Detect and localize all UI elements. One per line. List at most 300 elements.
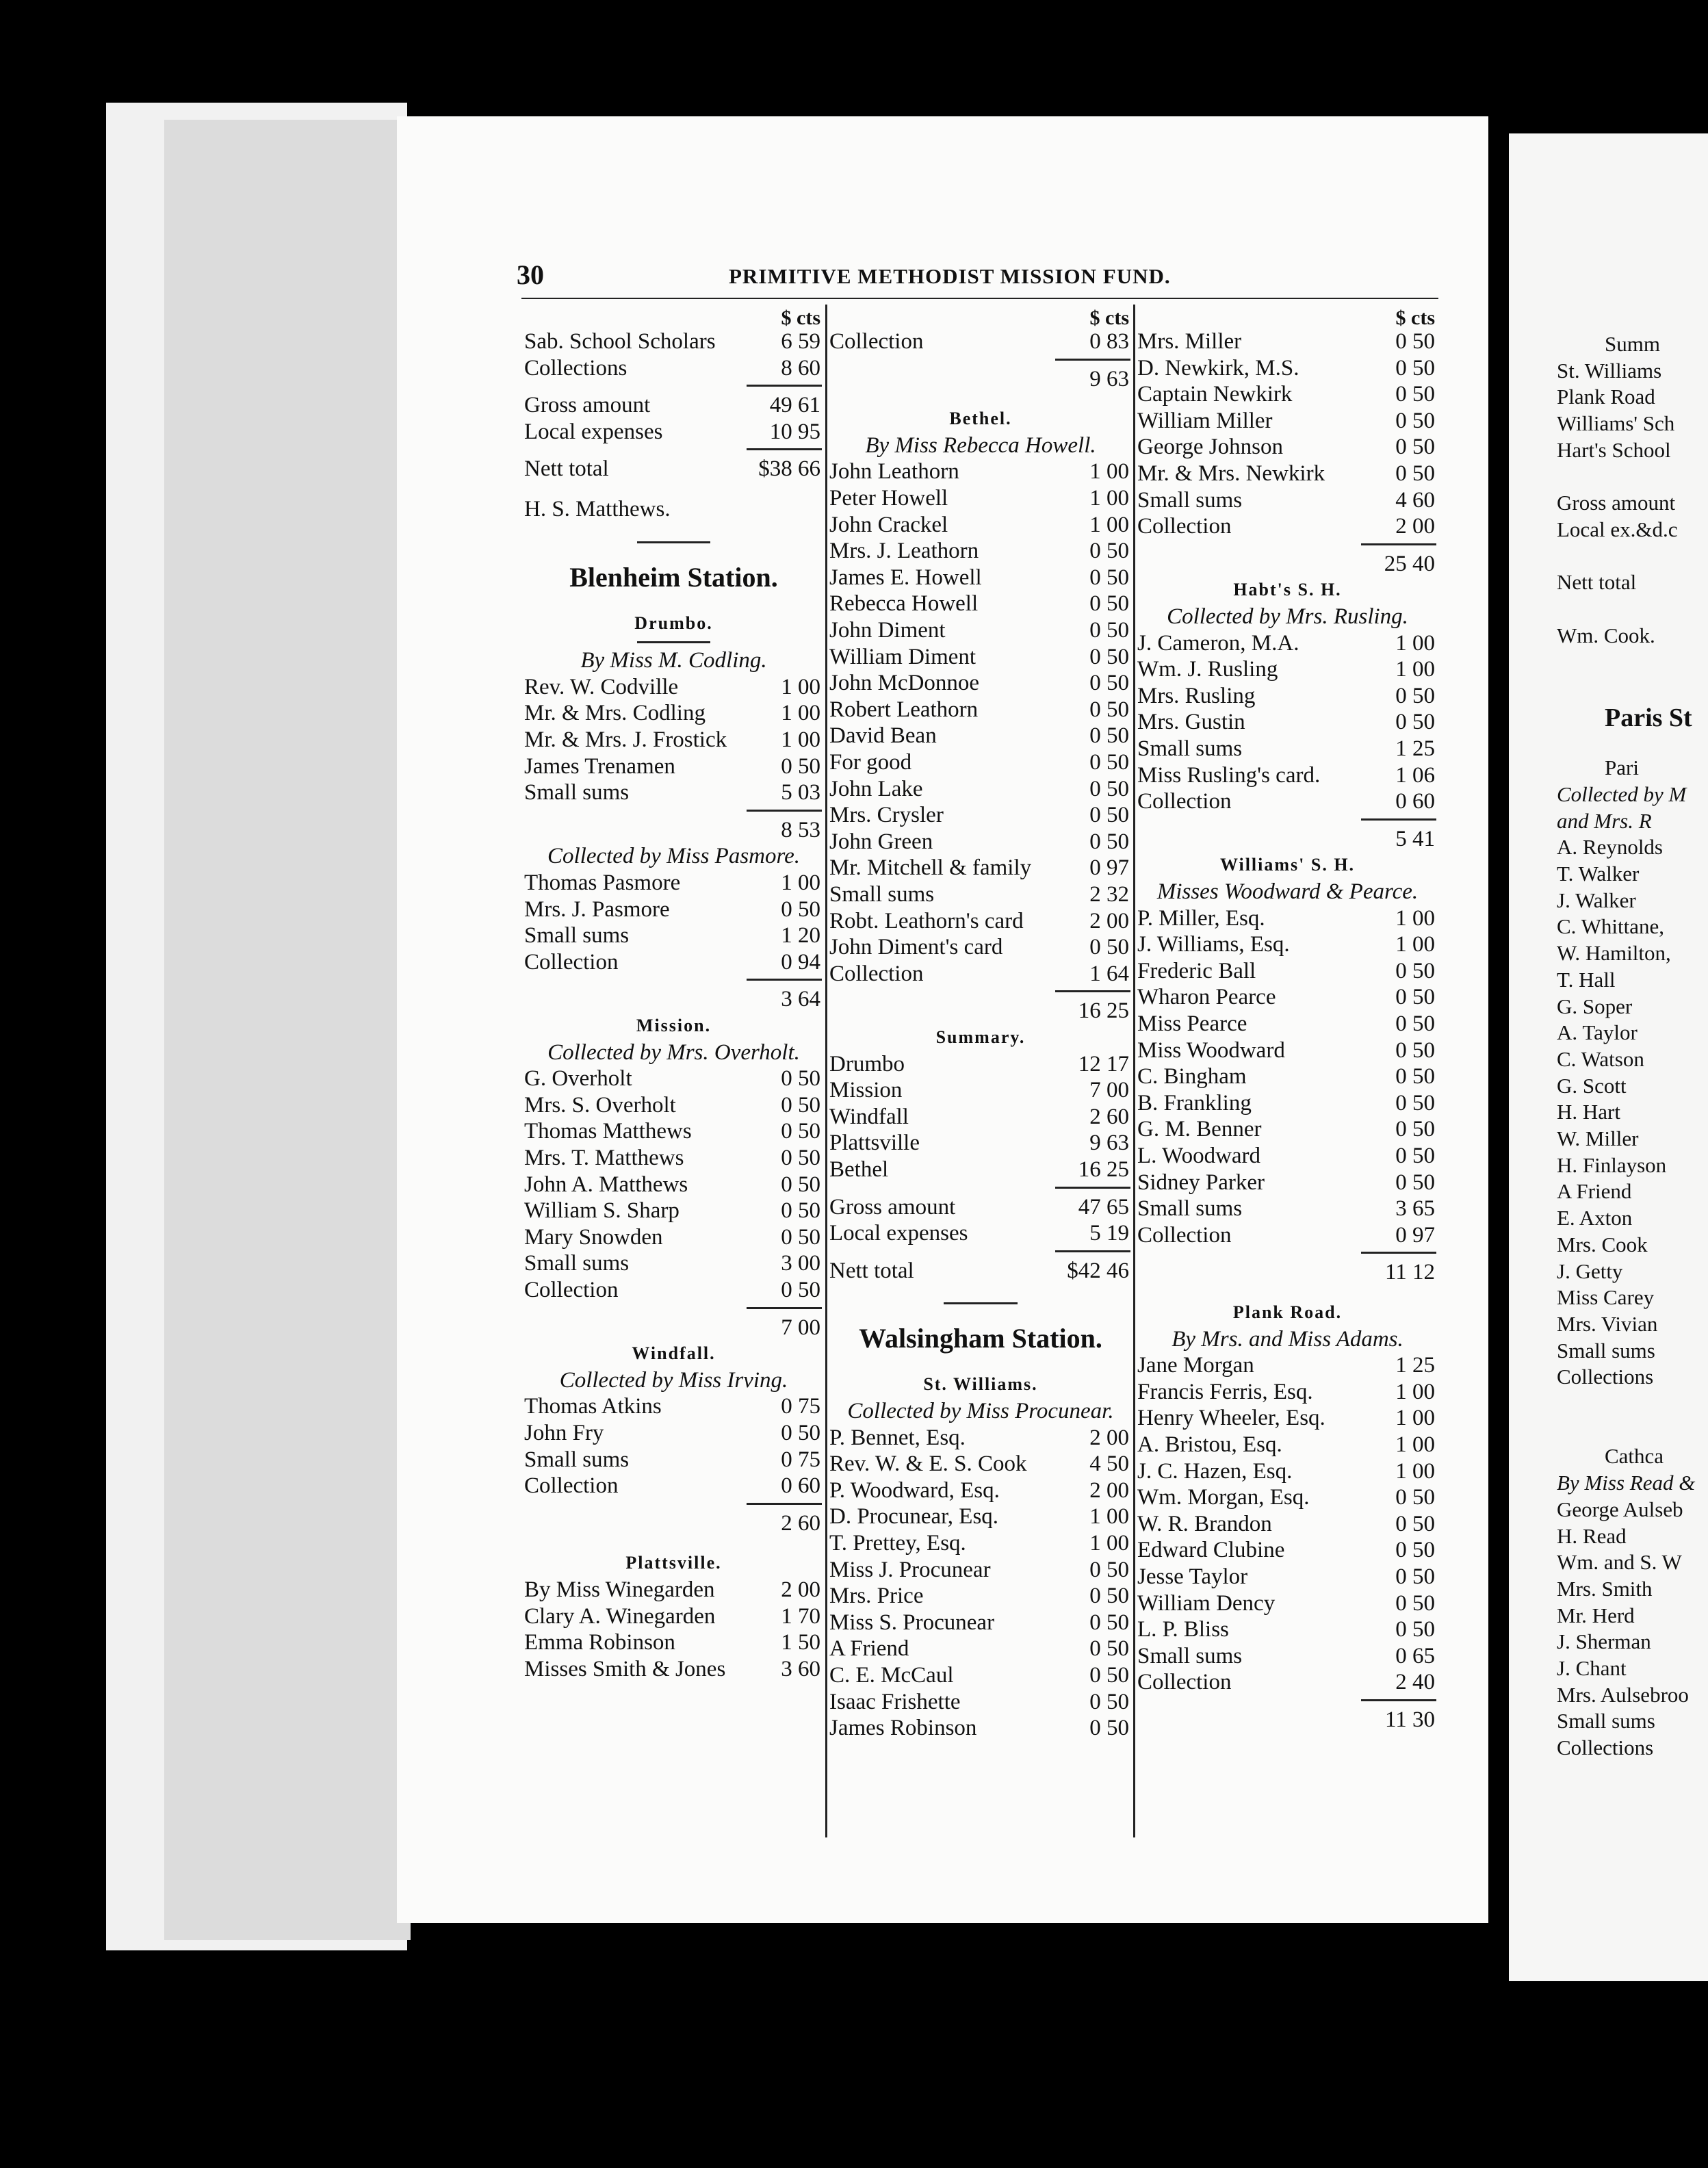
facing-page-text: By Miss Read & xyxy=(1557,1471,1696,1495)
entry-amount: 0 50 xyxy=(1395,461,1435,486)
entry-name: Gross amount xyxy=(829,1194,956,1220)
section-heading xyxy=(521,610,826,637)
entry-amount: 0 50 xyxy=(1395,958,1435,983)
total-rule xyxy=(747,810,822,812)
entry-row xyxy=(1135,1510,1440,1538)
facing-page-text: J. Getty xyxy=(1557,1259,1623,1283)
entry-amount: 0 97 xyxy=(1089,855,1129,881)
entry-row xyxy=(827,749,1135,776)
entry-row xyxy=(1135,1431,1440,1458)
entry-name: Small sums xyxy=(1137,1196,1243,1222)
entry-name: Collection xyxy=(829,961,924,986)
entry-amount: 1 00 xyxy=(1395,932,1435,957)
facing-page-text: Local ex.&d.c xyxy=(1557,517,1678,541)
entry-row xyxy=(827,1450,1135,1477)
entry-amount: 0 50 xyxy=(1089,803,1129,828)
entry-amount: 2 60 xyxy=(1089,1104,1129,1129)
facing-page-text: A. Taylor xyxy=(1557,1020,1638,1045)
total-rule xyxy=(1361,543,1436,545)
total-rule xyxy=(1055,1187,1130,1189)
section-title: Plattsville. xyxy=(625,1553,722,1573)
entry-name: J. C. Hazen, Esq. xyxy=(1137,1458,1293,1484)
entry-name: Bethel xyxy=(829,1157,889,1182)
entry-row xyxy=(1135,762,1440,789)
entry-amount: 3 60 xyxy=(781,1656,820,1681)
entry-name: John Green xyxy=(829,829,933,854)
entry-amount: 1 00 xyxy=(1089,1531,1129,1556)
entry-row xyxy=(1135,380,1440,408)
collector-name: Collected by Mrs. Overholt. xyxy=(547,1040,800,1065)
entry-amount: 49 61 xyxy=(769,393,820,418)
total-rule xyxy=(747,1307,822,1309)
entry-amount: 1 00 xyxy=(781,870,820,895)
entry-amount: 0 50 xyxy=(1395,329,1435,354)
entry-row xyxy=(1135,433,1440,461)
facing-page-text: Pari xyxy=(1605,756,1639,780)
entry-amount: 0 50 xyxy=(1395,435,1435,460)
entry-amount: 0 50 xyxy=(781,1421,820,1445)
entry-amount: 0 50 xyxy=(1089,1663,1129,1688)
collector-name: Collected by Miss Procunear. xyxy=(847,1399,1114,1423)
entry-name: William S. Sharp xyxy=(524,1198,680,1224)
entry-row xyxy=(1135,1458,1440,1485)
entry-amount: 0 50 xyxy=(1089,671,1129,696)
entry-row xyxy=(827,669,1135,697)
entry-row xyxy=(827,775,1135,803)
entry-name: Misses Smith & Jones xyxy=(524,1656,726,1681)
entry-amount: 1 00 xyxy=(1395,630,1435,656)
facing-page-text: Cathca xyxy=(1605,1444,1664,1469)
entry-row xyxy=(827,722,1135,749)
entry-row xyxy=(827,1050,1135,1078)
entry-name: H. S. Matthews. xyxy=(524,497,671,521)
entry-name: Miss Woodward xyxy=(1137,1037,1285,1063)
subtotal-row xyxy=(521,1510,826,1537)
facing-page-text: St. Williams xyxy=(1557,358,1662,383)
entry-name: Nett total xyxy=(829,1258,914,1283)
entry-name: Robert Leathorn xyxy=(829,697,979,722)
section-title: Plank Road. xyxy=(1232,1302,1343,1322)
entry-name: Small sums xyxy=(524,923,630,948)
entry-name: David Bean xyxy=(829,723,937,749)
entry-name: P. Bennet, Esq. xyxy=(829,1425,966,1450)
entry-amount: 0 50 xyxy=(781,1119,820,1144)
entry-amount: 0 50 xyxy=(781,896,820,922)
entry-amount: 0 50 xyxy=(1395,355,1435,380)
section-title: Summary. xyxy=(935,1027,1026,1047)
collector-name: By Miss M. Codling. xyxy=(580,648,767,673)
entry-name: Mrs. Price xyxy=(829,1584,924,1609)
entry-amount: 0 50 xyxy=(1395,382,1435,407)
entry-amount: 0 75 xyxy=(781,1447,820,1472)
entry-amount: 1 00 xyxy=(1395,1432,1435,1457)
entry-amount: 8 53 xyxy=(781,817,820,842)
entry-name: W. R. Brandon xyxy=(1137,1511,1272,1536)
entry-amount: 1 25 xyxy=(1395,1353,1435,1378)
entry-row xyxy=(1135,1404,1440,1432)
section-heading xyxy=(521,1012,826,1040)
entry-name: Local expenses xyxy=(524,419,663,444)
entry-name: Windfall xyxy=(829,1104,909,1129)
entry-amount: 16 25 xyxy=(1078,998,1129,1024)
entry-amount: 2 00 xyxy=(1395,514,1435,539)
facing-page-text: W. Hamilton, xyxy=(1557,941,1671,966)
entry-row xyxy=(1135,957,1440,985)
entry-name: Collection xyxy=(524,1278,619,1302)
entry-row xyxy=(1135,1536,1440,1564)
entry-row xyxy=(521,948,826,976)
entry-row xyxy=(521,1197,826,1224)
entry-amount: 0 75 xyxy=(781,1394,820,1419)
entry-row xyxy=(521,1250,826,1277)
entry-name: James Trenamen xyxy=(524,753,675,779)
facing-page-text: and Mrs. R xyxy=(1557,808,1652,833)
entry-row xyxy=(521,1092,826,1119)
entry-name: T. Prettey, Esq. xyxy=(829,1531,966,1556)
entry-name: Miss S. Procunear xyxy=(829,1610,995,1635)
entry-amount: 0 50 xyxy=(1395,1170,1435,1195)
facing-page-text: E. Axton xyxy=(1557,1206,1633,1230)
section-divider xyxy=(637,541,710,543)
facing-page-text: T. Walker xyxy=(1557,862,1640,886)
entry-amount: 0 50 xyxy=(1395,683,1435,708)
entry-amount: 0 50 xyxy=(1395,1090,1435,1115)
entry-amount: 0 50 xyxy=(781,1224,820,1250)
entry-name: Small sums xyxy=(1137,1643,1243,1668)
section-title: Bethel. xyxy=(949,409,1012,429)
entry-amount: $42 46 xyxy=(1067,1258,1129,1283)
entry-amount: 11 30 xyxy=(1384,1707,1435,1732)
entry-name: Rebecca Howell xyxy=(829,591,979,617)
section-heading xyxy=(827,1371,1135,1398)
section-heading xyxy=(1135,851,1440,879)
entry-row xyxy=(521,455,826,482)
entry-row xyxy=(827,590,1135,617)
collector-line xyxy=(1135,1326,1440,1353)
entry-name: Collection xyxy=(1137,1670,1232,1695)
entry-name: James Robinson xyxy=(829,1716,977,1741)
entry-name: Small sums xyxy=(1137,736,1243,761)
entry-amount: 0 50 xyxy=(1395,1037,1435,1063)
collector-name: Misses Woodward & Pearce. xyxy=(1156,879,1419,904)
entry-amount: 1 00 xyxy=(781,674,820,699)
entry-amount: 5 41 xyxy=(1395,826,1435,851)
entry-amount: 0 50 xyxy=(1089,776,1129,801)
entry-amount: 5 19 xyxy=(1089,1221,1129,1246)
collector-line xyxy=(1135,878,1440,905)
entry-row xyxy=(827,1129,1135,1157)
entry-amount: 5 03 xyxy=(781,780,820,805)
section-heading xyxy=(827,1024,1135,1051)
entry-name: Miss Pearce xyxy=(1137,1011,1247,1036)
entry-name: Henry Wheeler, Esq. xyxy=(1137,1406,1325,1431)
entry-amount: 1 70 xyxy=(781,1603,820,1629)
entry-row xyxy=(1135,1352,1440,1379)
entry-name: Wm. Morgan, Esq. xyxy=(1137,1485,1310,1510)
entry-row xyxy=(1135,1037,1440,1064)
entry-name: Collection xyxy=(1137,1222,1232,1248)
entry-row xyxy=(827,907,1135,935)
header-rule xyxy=(521,298,1438,299)
facing-page-text: Mrs. Cook xyxy=(1557,1232,1648,1256)
facing-page-text: C. Watson xyxy=(1557,1046,1644,1071)
entry-row xyxy=(521,1065,826,1092)
total-rule xyxy=(1055,359,1130,361)
entry-name: Local expenses xyxy=(829,1221,968,1246)
entry-amount: 0 50 xyxy=(1089,618,1129,643)
entry-row xyxy=(827,1257,1135,1285)
entry-row xyxy=(521,418,826,446)
entry-name: Wm. J. Rusling xyxy=(1137,657,1278,682)
entry-row xyxy=(827,960,1135,988)
total-rule xyxy=(747,385,822,387)
entry-name: John Leathorn xyxy=(829,459,959,485)
entry-row xyxy=(827,1582,1135,1610)
facing-page-text: Wm. Cook. xyxy=(1557,623,1655,647)
entry-amount: 0 50 xyxy=(781,1146,820,1170)
entry-amount: 16 25 xyxy=(1078,1157,1129,1182)
facing-page-text: Paris St xyxy=(1605,703,1692,732)
entry-name: L. Woodward xyxy=(1137,1144,1261,1168)
entry-name: Mr. & Mrs. Newkirk xyxy=(1137,461,1325,486)
entry-row xyxy=(827,1103,1135,1131)
collector-line xyxy=(827,432,1135,459)
entry-row xyxy=(827,1662,1135,1689)
entry-row xyxy=(1135,1668,1440,1696)
entry-amount: 0 83 xyxy=(1089,329,1129,354)
entry-row xyxy=(827,643,1135,671)
entry-row xyxy=(827,1609,1135,1636)
entry-name: Miss J. Procunear xyxy=(829,1557,991,1582)
entry-name: Collection xyxy=(1137,514,1232,539)
entry-row xyxy=(521,726,826,753)
entry-amount: 2 00 xyxy=(1089,1425,1129,1450)
entry-amount: 0 50 xyxy=(1395,1117,1435,1142)
facing-page-text: G. Soper xyxy=(1557,994,1633,1018)
entry-amount: 2 60 xyxy=(781,1510,820,1536)
subtotal-row xyxy=(827,997,1135,1024)
entry-row xyxy=(521,1276,826,1304)
entry-row xyxy=(827,1076,1135,1104)
entry-amount: 0 50 xyxy=(1089,565,1129,590)
entry-name: Sab. School Scholars xyxy=(524,329,716,354)
entry-row xyxy=(827,1714,1135,1742)
facing-page-text: Collected by M xyxy=(1557,782,1687,806)
entry-row xyxy=(827,1193,1135,1221)
entry-row xyxy=(1135,1142,1440,1170)
entry-amount: 0 65 xyxy=(1395,1643,1435,1668)
section-title: St. Williams. xyxy=(923,1374,1038,1395)
entry-name: Miss Rusling's card. xyxy=(1137,762,1321,788)
entry-amount: 7 00 xyxy=(781,1315,820,1340)
entry-row xyxy=(1135,1616,1440,1643)
facing-page-text: Collections xyxy=(1557,1735,1654,1760)
entry-amount: 3 65 xyxy=(1395,1196,1435,1222)
total-rule xyxy=(1361,818,1436,821)
section-title: Drumbo. xyxy=(634,612,713,633)
entry-name: Peter Howell xyxy=(829,486,948,511)
entry-name: John McDonnoe xyxy=(829,671,980,696)
entry-name: J. Williams, Esq. xyxy=(1137,932,1290,957)
entry-name: A Friend xyxy=(829,1636,909,1662)
entry-name: Collection xyxy=(524,1473,619,1499)
entry-amount: 0 94 xyxy=(781,949,820,975)
entry-amount: 0 50 xyxy=(1395,1564,1435,1589)
entry-row xyxy=(1135,983,1440,1011)
subtotal-row xyxy=(1135,1706,1440,1733)
facing-page-text: T. Hall xyxy=(1557,967,1616,992)
entry-row xyxy=(521,699,826,727)
entry-amount: 9 63 xyxy=(1089,1131,1129,1156)
entry-amount: 0 50 xyxy=(1395,408,1435,433)
entry-name: J. Cameron, M.A. xyxy=(1137,630,1299,656)
entry-row xyxy=(827,881,1135,908)
entry-amount: 8 60 xyxy=(781,355,820,380)
entry-amount: 1 00 xyxy=(1089,512,1129,537)
entry-row xyxy=(1135,630,1440,657)
facing-page-text: Miss Carey xyxy=(1557,1285,1655,1310)
entry-amount: 0 50 xyxy=(781,1198,820,1224)
entry-amount: 0 50 xyxy=(1089,723,1129,749)
entry-row xyxy=(521,1446,826,1473)
entry-amount: 0 50 xyxy=(1089,935,1129,960)
entry-row xyxy=(521,896,826,923)
entry-row xyxy=(1135,682,1440,710)
entry-row xyxy=(521,328,826,355)
entry-name: William Diment xyxy=(829,644,976,669)
facing-page-text: G. Scott xyxy=(1557,1073,1627,1098)
section-divider xyxy=(944,1302,1018,1304)
entry-row xyxy=(827,1220,1135,1247)
entry-amount: 1 00 xyxy=(1089,1504,1129,1530)
section-heading xyxy=(521,1549,826,1577)
facing-page-text: A Friend xyxy=(1557,1179,1632,1204)
entry-amount: 0 50 xyxy=(1395,1011,1435,1036)
entry-name: Wharon Pearce xyxy=(1137,985,1276,1010)
facing-page-text: Plank Road xyxy=(1557,385,1655,409)
total-rule xyxy=(1361,1699,1436,1701)
station-title: Walsingham Station. xyxy=(859,1323,1102,1354)
entry-row xyxy=(521,1629,826,1656)
entry-name: John Lake xyxy=(829,776,923,801)
entry-name: Small sums xyxy=(1137,487,1243,513)
entry-row xyxy=(1135,1642,1440,1670)
entry-name: Jesse Taylor xyxy=(1137,1564,1248,1589)
facing-page-text: Mr. Herd xyxy=(1557,1603,1635,1627)
entry-row xyxy=(827,1156,1135,1183)
total-rule xyxy=(747,448,822,450)
entry-name: Collection xyxy=(829,329,924,354)
entry-name: Collections xyxy=(524,355,627,380)
entry-row xyxy=(1135,1169,1440,1196)
entry-row xyxy=(521,1472,826,1499)
entry-name: Mrs. Gustin xyxy=(1137,710,1245,735)
entry-row xyxy=(827,1556,1135,1584)
facing-page-text: Williams' Sch xyxy=(1557,411,1675,436)
entry-name: Mrs. J. Pasmore xyxy=(524,896,670,922)
facing-page-text: Small sums xyxy=(1557,1338,1655,1363)
entry-row xyxy=(1135,328,1440,355)
entry-name: C. E. McCaul xyxy=(829,1663,954,1688)
entry-row xyxy=(1135,1484,1440,1511)
entry-row xyxy=(521,779,826,806)
entry-name: Jane Morgan xyxy=(1137,1353,1254,1378)
entry-amount: 0 50 xyxy=(1089,644,1129,669)
subtotal-row xyxy=(521,985,826,1013)
entry-name: Mr. & Mrs. J. Frostick xyxy=(524,727,727,752)
subtotal-row xyxy=(521,816,826,844)
entry-amount: 10 95 xyxy=(769,419,820,444)
entry-name: Mrs. S. Overholt xyxy=(524,1092,676,1118)
entry-name: Small sums xyxy=(829,882,935,907)
facing-page-text: Gross amount xyxy=(1557,491,1676,515)
entry-name: G. M. Benner xyxy=(1137,1117,1262,1142)
station-title: Blenheim Station. xyxy=(569,561,778,593)
entry-amount: 0 50 xyxy=(1395,1590,1435,1616)
entry-amount: 0 60 xyxy=(1395,789,1435,814)
facing-page-text: H. Read xyxy=(1557,1523,1627,1548)
entry-row xyxy=(1135,735,1440,762)
entry-amount: 0 50 xyxy=(1395,710,1435,735)
entry-name: Edward Clubine xyxy=(1137,1538,1285,1563)
facing-page-text: H. Hart xyxy=(1557,1100,1620,1124)
entry-amount: 3 64 xyxy=(781,987,820,1012)
section-heading xyxy=(1135,576,1440,604)
entry-amount: 0 50 xyxy=(1089,539,1129,564)
entry-row xyxy=(827,1477,1135,1504)
collector-line xyxy=(827,1397,1135,1425)
entry-name: Plattsville xyxy=(829,1131,920,1156)
entry-amount: 1 25 xyxy=(1395,736,1435,761)
entry-amount: 0 50 xyxy=(1395,1485,1435,1510)
facing-page-text: J. Chant xyxy=(1557,1656,1627,1680)
entry-amount: 0 50 xyxy=(1089,591,1129,617)
entry-row xyxy=(827,458,1135,485)
entry-row xyxy=(521,1419,826,1447)
entry-amount: 11 12 xyxy=(1384,1260,1435,1285)
entry-row xyxy=(521,1655,826,1683)
entry-row xyxy=(1135,1115,1440,1143)
entry-row xyxy=(1135,1063,1440,1090)
entry-name: Mrs. T. Matthews xyxy=(524,1146,684,1170)
entry-row xyxy=(1135,1010,1440,1037)
collector-name: Collected by Mrs. Rusling. xyxy=(1167,604,1408,629)
entry-name: A. Bristou, Esq. xyxy=(1137,1432,1282,1457)
entry-row xyxy=(1135,656,1440,683)
entry-name: Mrs. Miller xyxy=(1137,329,1242,354)
entry-amount: 1 00 xyxy=(1395,1406,1435,1431)
entry-name: Captain Newkirk xyxy=(1137,382,1293,407)
entry-name: Mary Snowden xyxy=(524,1224,663,1250)
entry-name: G. Overholt xyxy=(524,1066,632,1092)
entry-amount: 1 00 xyxy=(1395,1379,1435,1404)
entry-row xyxy=(1135,460,1440,487)
facing-page-text: Small sums xyxy=(1557,1709,1655,1733)
entry-name: Mr. Mitchell & family xyxy=(829,855,1032,881)
entry-name: William Dency xyxy=(1137,1590,1276,1616)
facing-page-text: J. Sherman xyxy=(1557,1629,1651,1654)
facing-page-text: George Aulseb xyxy=(1557,1497,1683,1521)
entry-name: For good xyxy=(829,750,912,775)
facing-page-text: Hart's School xyxy=(1557,437,1671,462)
entry-name: Thomas Pasmore xyxy=(524,870,681,895)
collector-name: Collected by Miss Pasmore. xyxy=(547,844,801,869)
entry-amount: 4 60 xyxy=(1395,487,1435,513)
collector-line xyxy=(521,1367,826,1394)
section-heading xyxy=(521,1340,826,1367)
entry-row xyxy=(521,1171,826,1198)
entry-name: Sidney Parker xyxy=(1137,1170,1265,1195)
